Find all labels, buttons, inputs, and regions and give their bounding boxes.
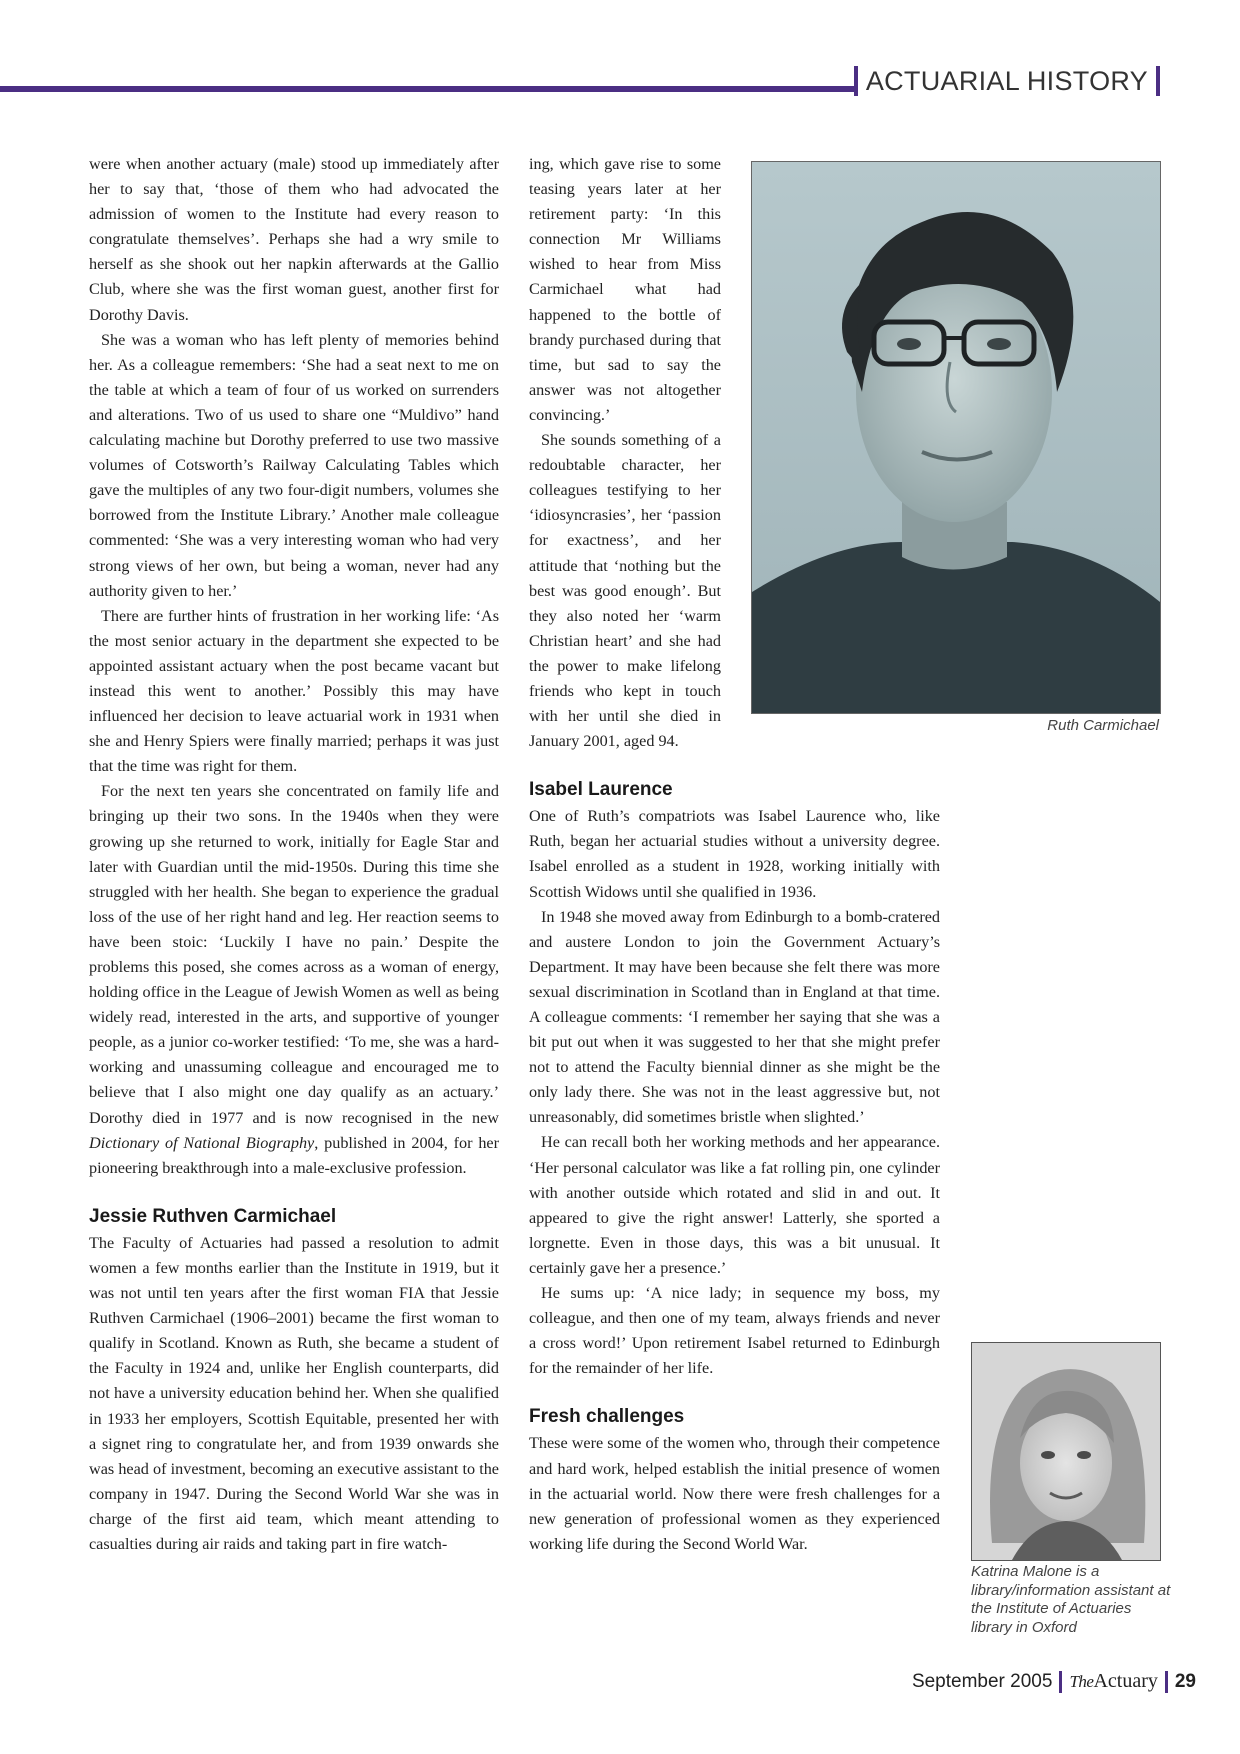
- publication-name: Actuary: [1093, 1670, 1158, 1692]
- column-left: [89, 152, 499, 1557]
- paragraph: These were some of the women who, through their competence and hard work, helped establish the initial presence of women in the actuarial world. Now there were fresh challenges for a new generation of professional women as they experienced working life during the Second World War.: [529, 1434, 940, 1553]
- portrait-image: [752, 162, 1160, 713]
- page-number: 29: [1174, 1670, 1196, 1692]
- paragraph: were when another actuary (male) stood up immediately after her to say that, ‘those of them who had advocated the admission of women to the Institute had every reason to congratulate themselves’. Perhaps she had a wry smile to herself as she shook out her napkin afterwards at the Gallio Club, where she was the first woman guest, another first for Dorothy Davis.: [89, 155, 499, 324]
- page-footer: [912, 1670, 1196, 1693]
- paragraph: She sounds something of a redoubtable character, her colleagues testifying to her ‘idiosyncrasies’, her ‘passion for exactness’, and her attitude that ‘nothing but the best was good enough’. But they also noted her ‘warm Christian heart’ and she had the power to make lifelong friends who kept in touch with her until she died in January 2001, aged 94.: [529, 431, 721, 751]
- section-header: [846, 64, 1168, 98]
- paragraph: The Faculty of Actuaries had passed a resolution to admit women a few months earlier than the Institute in 1919, but it was not until ten years after the first woman FIA that Jessie Ruthven Carmichael (1906–2001) became the first woman to qualify in Scotland. Known as Ruth, she became a student of the Faculty in 1924 and, unlike her English counterparts, did not have a university education behind her. When she qualified in 1933 her employers, Scottish Equitable, presented her with a signet ring to congratulate her, and from 1939 onwards she was head of investment, becoming an executive assistant to the company in 1947. During the Second World War she was in charge of the first aid team, which meant attending to casualties during air raids and taking part in fire watch-: [89, 1233, 499, 1553]
- footer-bar: [1165, 1671, 1168, 1693]
- paragraph: He can recall both her working methods and her appearance. ‘Her personal calculator was like a fat rolling pin, one cylinder with another outside which rotated and slid in and out. It appeared to give the right answer! Latterly, she sported a lorgnette. Even in those days, this was a bit unusual. It certainly gave her a presence.’: [529, 1133, 940, 1277]
- paragraph: There are further hints of frustration in her working life: ‘As the most senior actuary in the department she expected to be appointed assistant actuary when the post became vacant but instead this went to another.’ Possibly this may have influenced her decision to leave actuarial work in 1931 when she and Henry Spiers were finally married; perhaps it was just that the time was right for them.: [89, 606, 499, 776]
- author-photo-image: [972, 1343, 1160, 1560]
- header-rule: [0, 86, 858, 92]
- caption-author-bio: Katrina Malone is a library/information assistant at the Institute of Actuaries library in Oxford: [971, 1563, 1171, 1636]
- book-title: Dictionary of National Biography: [89, 1133, 315, 1152]
- paragraph: ing, which gave rise to some teasing years later at her retirement party: ‘In this connection Mr Williams wished to hear from Miss Carmichael what had happened to the bottle of brandy purchased during that time, but sad to say the answer was not altogether convincing.’: [529, 155, 721, 424]
- paragraph: In 1948 she moved away from Edinburgh to a bomb-cratered and austere London to join the Government Actuary’s Department. It may have been because she felt there was more sexual discrimination in Scotland than in England at that time. A colleague comments: ‘I remember her saying that she was a bit put out when it was suggested to her that she might prefer not to attend the Faculty biennial dinner as she might be the only lady there. She was not in the least aggressive but, not unreasonably, did sometimes bristle when slighted.’: [529, 907, 940, 1127]
- paragraph: She was a woman who has left plenty of memories behind her. As a colleague remembers: ‘She had a seat next to me on the table at which a team of four of us worked on surrenders and alterations. Two of us used to share one “Muldivo” hand calculating machine but Dorothy preferred to use two massive volumes of Cotsworth’s Railway Calculating Tables which gave the multiples of any two four-digit numbers, volumes she borrowed from the Institute Library.’ Another male colleague commented: ‘She was a very interesting woman who had very strong views of her own, but being a woman, never had any authority given to her.’: [89, 330, 499, 600]
- header-bar-left: [854, 66, 858, 96]
- section-heading-challenges: Fresh challenges: [529, 1406, 685, 1428]
- portrait-photo-katrina-malone: [971, 1342, 1161, 1561]
- caption-ruth-carmichael: Ruth Carmichael: [1047, 717, 1159, 734]
- section-heading-laurence: Isabel Laurence: [529, 779, 673, 801]
- header-bar-right: [1156, 66, 1160, 96]
- paragraph-text: For the next ten years she concentrated on family life and bringing up their two sons. In the 1940s when they were growing up she returned to work, initially for Eagle Star and later with Guardian until the mid-1950s. During this time she struggled with her health. She began to experience the gradual loss of the use of her right hand and leg. Her reaction seems to have been stoic: ‘Luckily I have no pain.’ Despite the problems this posed, she comes across as a woman of energy, holding office in the League of Jewish Women as well as being widely read, interested in the arts, and supportive of younger people, as a junior co-worker testified: ‘To me, she was a hard-working and unassuming colleague and encouraged me to believe that I also might one day qualify as an actuary.’ Dorothy died in 1977 and is now recognised in the new: [89, 782, 499, 1127]
- issue-date: September 2005: [911, 1670, 1053, 1692]
- portrait-photo-ruth-carmichael: [751, 161, 1161, 714]
- footer-bar: [1059, 1671, 1062, 1693]
- publication-name-prefix: The: [1069, 1671, 1094, 1691]
- section-heading-carmichael: Jessie Ruthven Carmichael: [89, 1205, 337, 1227]
- paragraph: One of Ruth’s compatriots was Isabel Laurence who, like Ruth, began her actuarial studies without a university degree. Isabel enrolled as a student in 1928, working initially with Scottish Widows until she qualified in 1936.: [529, 807, 940, 901]
- narrow-text-block: [529, 152, 721, 754]
- paragraph: [89, 779, 499, 1181]
- section-title: ACTUARIAL HISTORY: [865, 65, 1148, 96]
- paragraph: He sums up: ‘A nice lady; in sequence my boss, my colleague, and then one of my team, always friends and never a cross word!’ Upon retirement Isabel returned to Edinburgh for the remainder of her life.: [529, 1284, 940, 1378]
- paragraph-text: , published in 2004, for her pioneering breakthrough into a male-exclusive profession.: [89, 1133, 499, 1177]
